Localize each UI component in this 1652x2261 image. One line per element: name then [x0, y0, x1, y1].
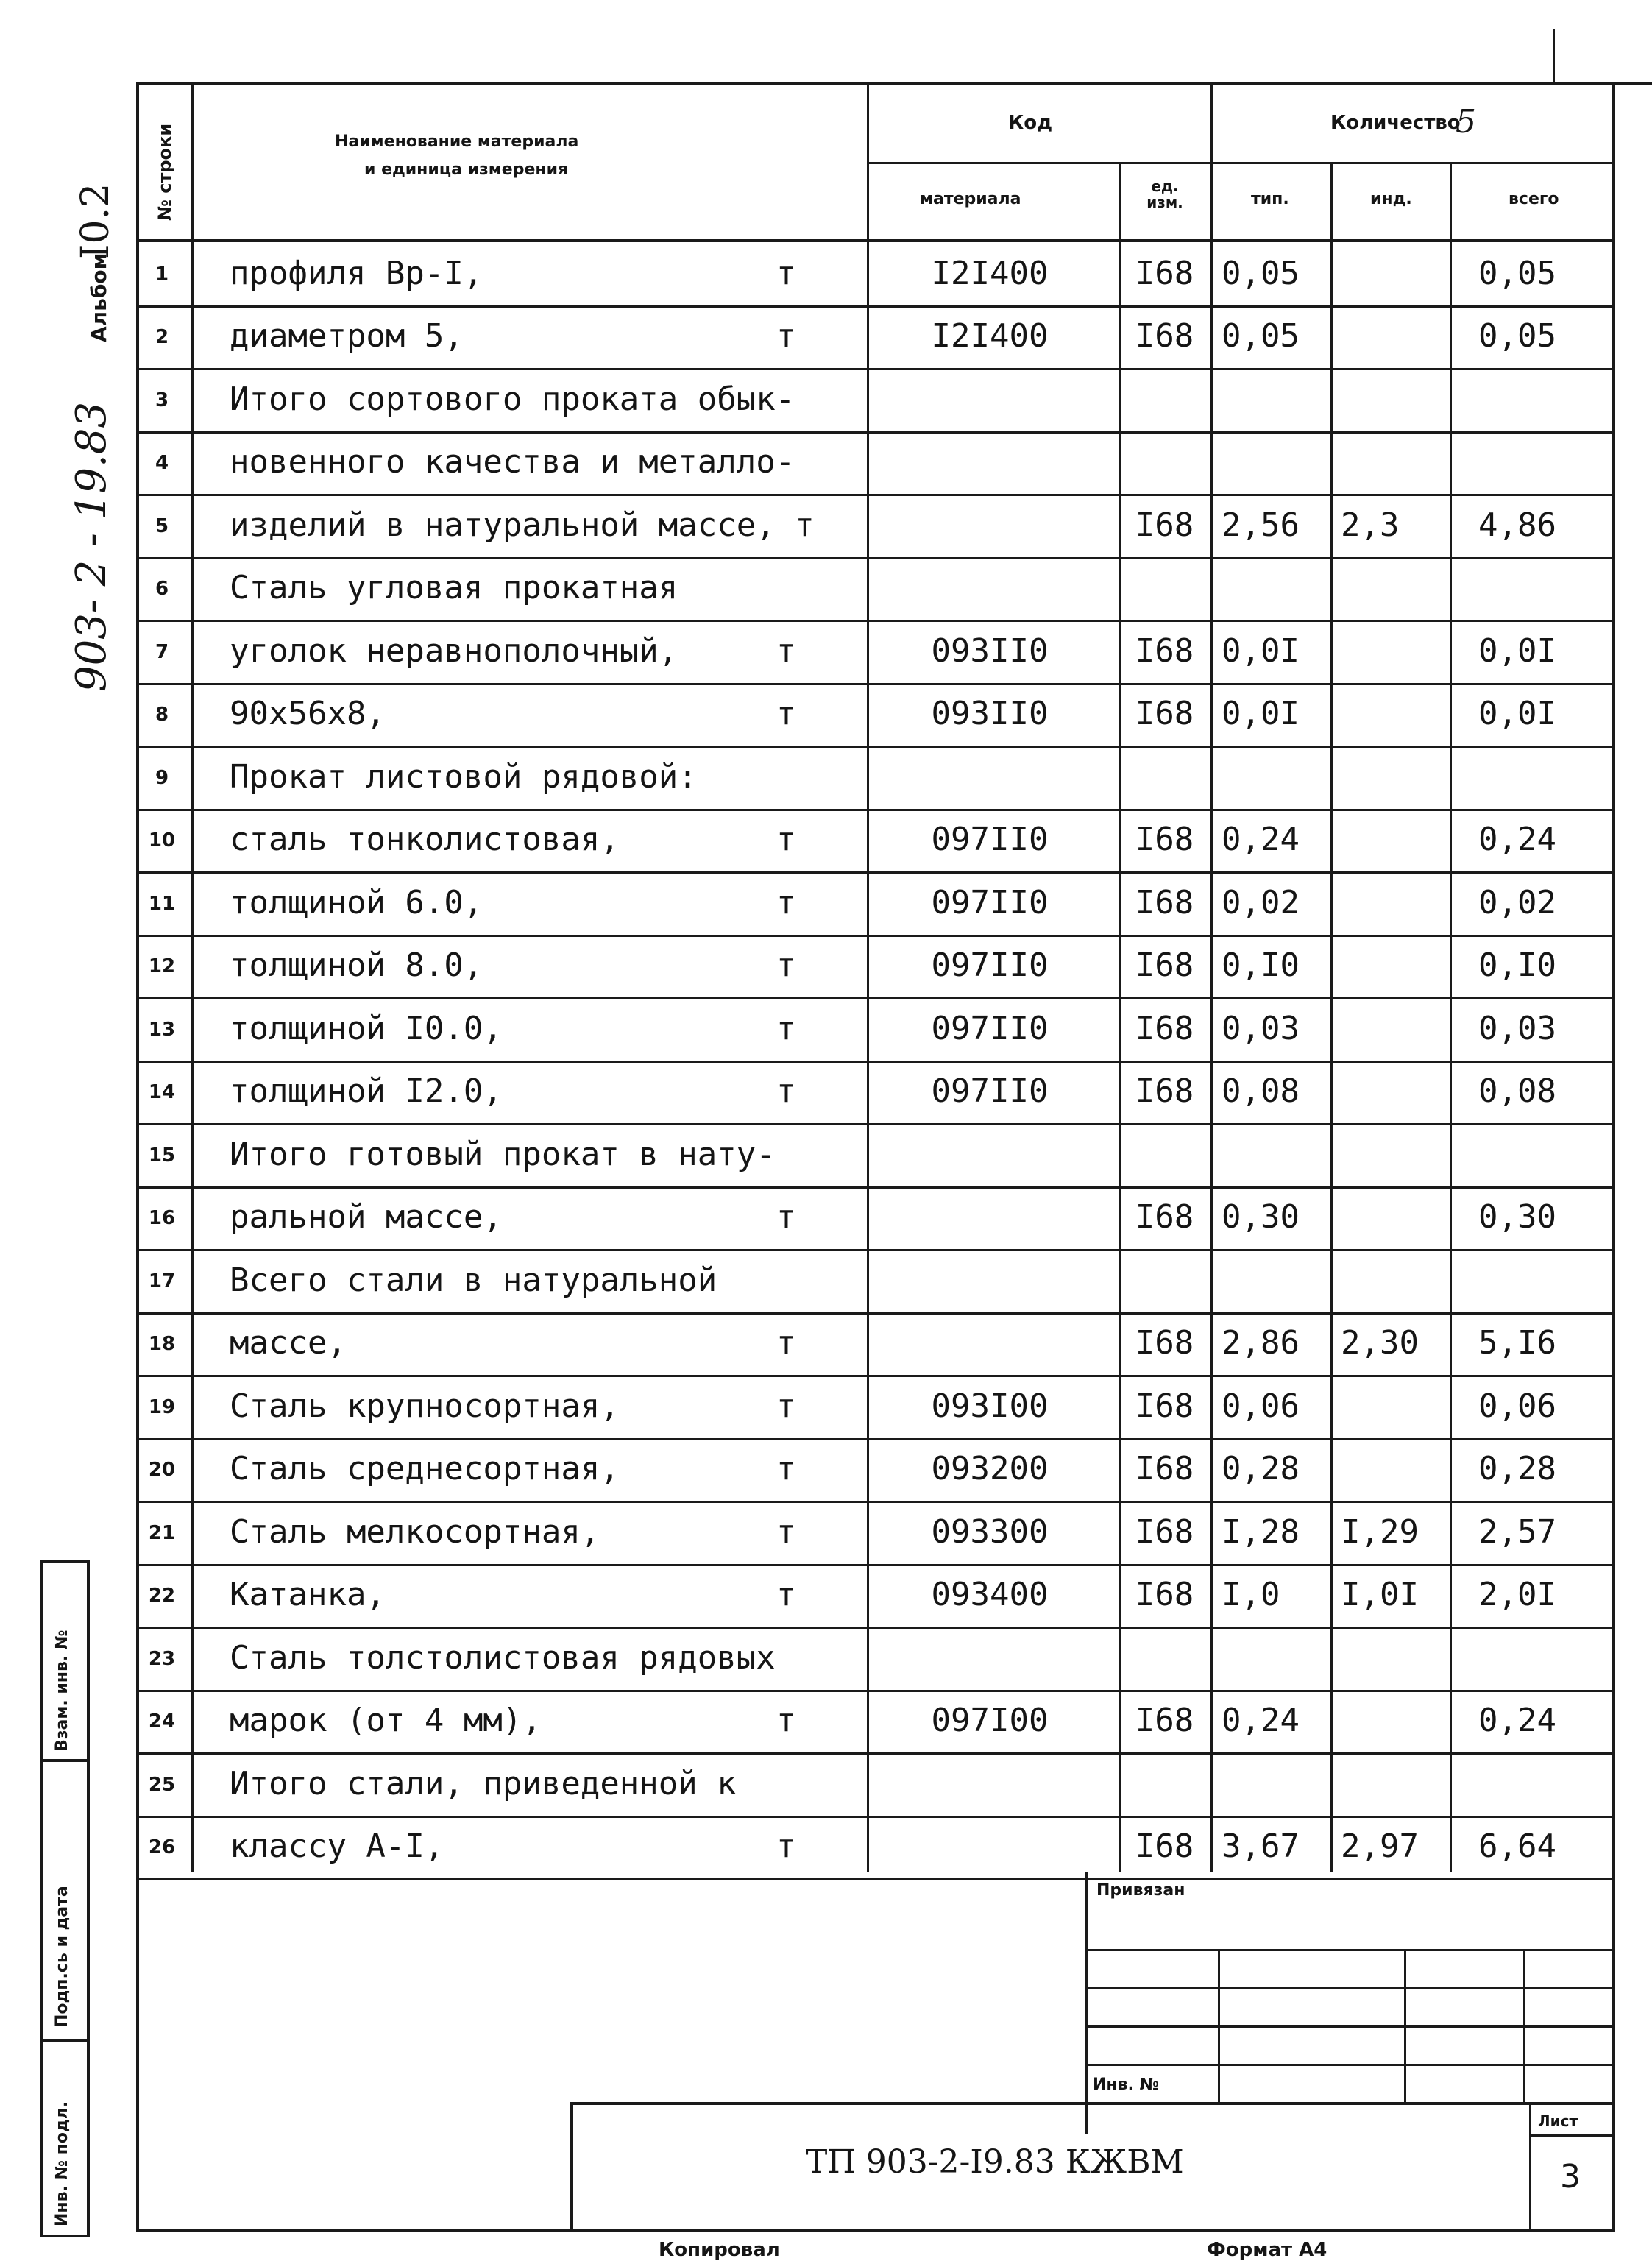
material-name: ральной массе, [230, 1198, 503, 1236]
document-code: ТП 903-2-I9.83 КЖВМ [806, 2143, 1184, 2181]
unit-letter: т [776, 1072, 796, 1110]
row-number: 13 [148, 1019, 176, 1041]
qty-total: 2,0I [1478, 1576, 1556, 1613]
qty-total: 2,57 [1478, 1513, 1556, 1551]
unit-letter: т [776, 1324, 796, 1362]
material-name: Сталь толстолистовая рядовых [230, 1639, 776, 1677]
qty-total: 6,64 [1478, 1827, 1556, 1865]
qty-total: 0,05 [1478, 255, 1556, 292]
row-number: 25 [148, 1774, 176, 1796]
material-code: I2I400 [931, 317, 1049, 355]
stamp-inv-no: Инв. № [1093, 2076, 1160, 2094]
material-name: новенного качества и металло- [230, 443, 795, 481]
album-value: I0.2 [74, 183, 118, 259]
material-name: 90x56x8, [230, 695, 386, 732]
material-name: толщиной 8.0, [230, 946, 483, 984]
material-code: 093400 [931, 1576, 1049, 1613]
row-number: 26 [148, 1836, 176, 1858]
qty-total: 0,02 [1478, 884, 1556, 921]
material-code: 097II0 [931, 946, 1049, 984]
material-name: Сталь крупносортная, [230, 1387, 620, 1425]
unit-letter: т [776, 255, 796, 292]
row-number: 4 [155, 452, 169, 474]
qty-typ: 2,86 [1222, 1324, 1300, 1362]
unit-letter: т [776, 317, 796, 355]
qty-typ: 0,28 [1222, 1450, 1300, 1487]
row-number: 15 [148, 1144, 176, 1167]
header-qty-typ: тип. [1251, 190, 1289, 208]
footer-copied: Копировал [659, 2239, 780, 2261]
qty-total: 0,24 [1478, 1702, 1556, 1739]
qty-total: 0,03 [1478, 1010, 1556, 1047]
qty-typ: 0,08 [1222, 1072, 1300, 1110]
qty-total: 0,0I [1478, 695, 1556, 732]
material-name: Сталь угловая прокатная [230, 569, 678, 606]
material-code: 097II0 [931, 821, 1049, 858]
material-name: Прокат листовой рядовой: [230, 758, 698, 796]
unit-code: I68 [1135, 1702, 1194, 1739]
material-code: 093200 [931, 1450, 1049, 1487]
unit-letter: т [776, 1702, 796, 1739]
unit-code: I68 [1135, 1387, 1194, 1425]
material-name: марок (от 4 мм), [230, 1702, 542, 1739]
row-number: 7 [155, 641, 169, 663]
unit-letter: т [776, 1387, 796, 1425]
row-number: 18 [148, 1333, 176, 1355]
qty-typ: 0,03 [1222, 1010, 1300, 1047]
qty-typ: 0,02 [1222, 884, 1300, 921]
header-row-no: № строки [155, 123, 175, 221]
stamp-inv: Инв. № подл. [53, 2101, 71, 2226]
unit-letter: т [776, 884, 796, 921]
qty-typ: 0,24 [1222, 821, 1300, 858]
row-number: 6 [155, 578, 169, 600]
qty-typ: 0,I0 [1222, 946, 1300, 984]
qty-total: 0,30 [1478, 1198, 1556, 1236]
qty-total: 0,28 [1478, 1450, 1556, 1487]
unit-letter: т [776, 1576, 796, 1613]
material-code: 097II0 [931, 1072, 1049, 1110]
unit-letter: т [776, 1513, 796, 1551]
unit-code: I68 [1135, 821, 1194, 858]
row-number: 3 [155, 389, 169, 411]
material-code: 097II0 [931, 884, 1049, 921]
unit-code: I68 [1135, 1576, 1194, 1613]
material-name: Сталь мелкосортная, [230, 1513, 600, 1551]
unit-letter: т [776, 1827, 796, 1865]
qty-ind: I,29 [1341, 1513, 1419, 1551]
unit-code: I68 [1135, 1198, 1194, 1236]
unit-code: I68 [1135, 946, 1194, 984]
qty-ind: 2,97 [1341, 1827, 1419, 1865]
material-code: 093I00 [931, 1387, 1049, 1425]
qty-total: 0,0I [1478, 632, 1556, 670]
material-code: 093300 [931, 1513, 1049, 1551]
material-code: 097II0 [931, 1010, 1049, 1047]
row-number: 22 [148, 1585, 176, 1607]
header-qty-total: всего [1509, 190, 1559, 208]
header-name-line1: Наименование материала [335, 132, 579, 151]
row-number: 11 [148, 893, 176, 915]
qty-total: 5,I6 [1478, 1324, 1556, 1362]
unit-code: I68 [1135, 317, 1194, 355]
unit-letter: т [776, 1450, 796, 1487]
unit-code: I68 [1135, 1450, 1194, 1487]
qty-total: 0,I0 [1478, 946, 1556, 984]
qty-typ: 0,0I [1222, 632, 1300, 670]
row-number: 17 [148, 1270, 176, 1292]
unit-code: I68 [1135, 1324, 1194, 1362]
unit-letter: т [776, 821, 796, 858]
row-number: 9 [155, 767, 169, 789]
header-code-unit: ед. изм. [1146, 177, 1183, 211]
row-number: 24 [148, 1710, 176, 1733]
qty-total: 0,08 [1478, 1072, 1556, 1110]
material-name: толщиной 6.0, [230, 884, 483, 921]
unit-code: I68 [1135, 884, 1194, 921]
row-number: 1 [155, 263, 169, 286]
unit-code: I68 [1135, 1827, 1194, 1865]
qty-ind: 2,30 [1341, 1324, 1419, 1362]
row-number: 21 [148, 1522, 176, 1544]
qty-typ: 3,67 [1222, 1827, 1300, 1865]
material-code: 097I00 [931, 1702, 1049, 1739]
stamp-privyazan: Привязан [1096, 1881, 1185, 1900]
sheet-number: 3 [1560, 2158, 1581, 2195]
unit-code: I68 [1135, 255, 1194, 292]
unit-letter: т [776, 695, 796, 732]
material-name: толщиной I0.0, [230, 1010, 503, 1047]
qty-typ: 0,05 [1222, 317, 1300, 355]
row-number: 10 [148, 829, 176, 852]
header-qty-mark: 5 [1456, 103, 1476, 141]
unit-code: I68 [1135, 1010, 1194, 1047]
qty-typ: 2,56 [1222, 506, 1300, 544]
stamp-podp: Подп.сь и дата [53, 1886, 71, 2028]
material-name: диаметром 5, [230, 317, 464, 355]
material-code: 093II0 [931, 695, 1049, 732]
material-name: уголок неравнополочный, [230, 632, 678, 670]
unit-code: I68 [1135, 1513, 1194, 1551]
header-code-material: материала [920, 190, 1021, 208]
material-name: Всего стали в натуральной [230, 1262, 717, 1299]
qty-total: 0,24 [1478, 821, 1556, 858]
header-code: Код [1008, 112, 1053, 134]
row-number: 19 [148, 1396, 176, 1418]
qty-typ: I,0 [1222, 1576, 1280, 1613]
row-number: 20 [148, 1459, 176, 1481]
material-name: Сталь среднесортная, [230, 1450, 620, 1487]
unit-letter: т [776, 1198, 796, 1236]
material-code: I2I400 [931, 255, 1049, 292]
row-number: 2 [155, 326, 169, 348]
qty-typ: 0,06 [1222, 1387, 1300, 1425]
material-name: сталь тонколистовая, [230, 821, 620, 858]
unit-letter: т [776, 1010, 796, 1047]
qty-typ: 0,0I [1222, 695, 1300, 732]
qty-total: 0,05 [1478, 317, 1556, 355]
row-number: 16 [148, 1207, 176, 1229]
material-name: Итого готовый прокат в нату- [230, 1136, 776, 1173]
stamp-vzam: Взам. инв. № [53, 1630, 71, 1752]
unit-code: I68 [1135, 506, 1194, 544]
header-name-line2: и единица измерения [364, 160, 569, 179]
material-name: толщиной I2.0, [230, 1072, 503, 1110]
project-code: 903- 2 - 19.83 [68, 401, 116, 692]
qty-typ: I,28 [1222, 1513, 1300, 1551]
sheet-label: Лист [1538, 2112, 1578, 2130]
material-name: Катанка, [230, 1576, 386, 1613]
row-number: 5 [155, 515, 169, 537]
material-name: Итого стали, приведенной к [230, 1765, 737, 1802]
unit-letter: т [776, 632, 796, 670]
row-number: 14 [148, 1081, 176, 1103]
row-number: 8 [155, 704, 169, 726]
row-number: 12 [148, 955, 176, 977]
material-name: Итого сортового проката обык- [230, 381, 795, 418]
qty-total: 0,06 [1478, 1387, 1556, 1425]
material-name: профиля Вр-I, [230, 255, 483, 292]
header-qty: Количество [1330, 112, 1461, 134]
qty-typ: 0,30 [1222, 1198, 1300, 1236]
row-number: 23 [148, 1648, 176, 1670]
unit-code: I68 [1135, 632, 1194, 670]
unit-code: I68 [1135, 1072, 1194, 1110]
footer-format: Формат А4 [1207, 2239, 1327, 2261]
unit-code: I68 [1135, 695, 1194, 732]
album-label: Альбом [87, 252, 111, 342]
qty-ind: 2,3 [1341, 506, 1400, 544]
unit-letter: т [776, 946, 796, 984]
qty-typ: 0,24 [1222, 1702, 1300, 1739]
material-code: 093II0 [931, 632, 1049, 670]
qty-total: 4,86 [1478, 506, 1556, 544]
material-name: классу А-I, [230, 1827, 444, 1865]
qty-ind: I,0I [1341, 1576, 1419, 1613]
material-name: массе, [230, 1324, 347, 1362]
qty-typ: 0,05 [1222, 255, 1300, 292]
header-qty-ind: инд. [1370, 190, 1412, 208]
material-name: изделий в натуральной массе, т [230, 506, 815, 544]
